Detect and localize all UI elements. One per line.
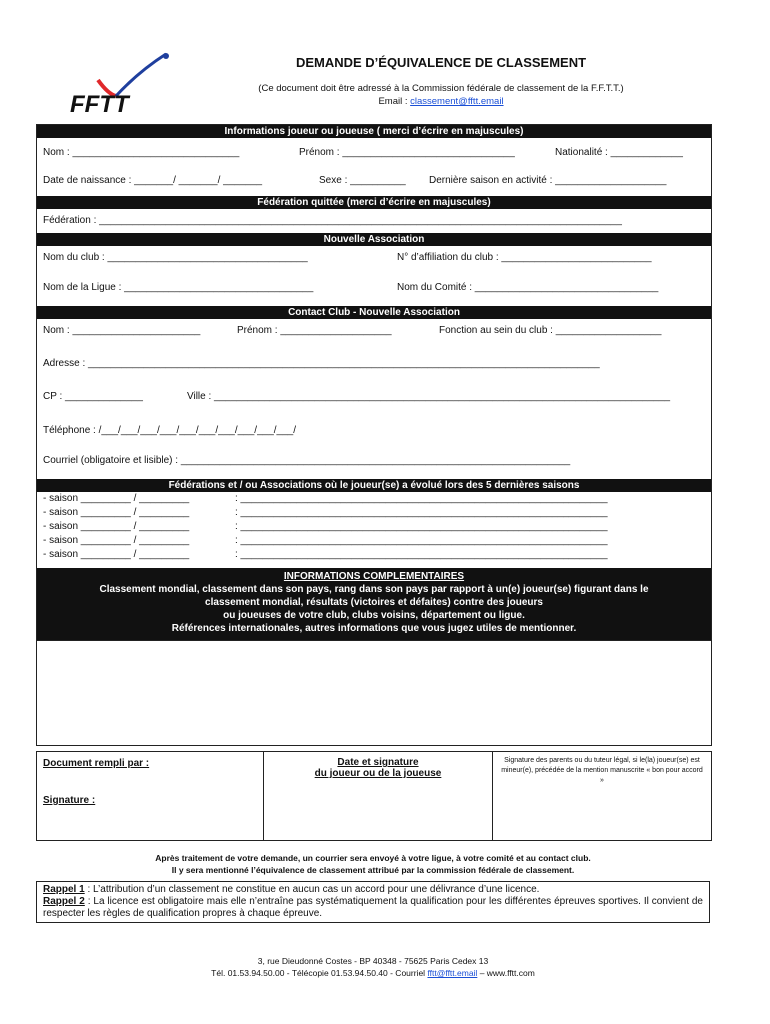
association-row-1 (37, 246, 711, 274)
season-detail-field[interactable]: : __________________________________________________________________ (235, 493, 608, 504)
date-signature-label: Date et signature (337, 757, 419, 768)
contact-row-2 (37, 347, 711, 381)
season-row (37, 548, 711, 562)
complementaires-heading-block (37, 568, 711, 640)
season-field[interactable]: - saison _________ / _________ (43, 521, 190, 532)
player-nom-field[interactable]: Nom : ______________________________ (43, 147, 240, 158)
season-detail-field[interactable]: : __________________________________________________________________ (235, 549, 608, 560)
fftt-logo (68, 52, 178, 116)
complementaires-line: Références internationales, autres informations que vous jugez utiles de mentionner. (171, 623, 577, 634)
contact-row-4 (37, 415, 711, 449)
federation-section-heading: Fédération quittée (merci d’écrire en majuscules) (37, 196, 711, 209)
player-nationalite-field[interactable]: Nationalité : _____________ (555, 147, 683, 158)
season-row (37, 506, 711, 520)
footer-website: – www.fftt.com (477, 968, 535, 978)
ligue-field[interactable]: Nom de la Ligue : __________________________________ (43, 282, 314, 293)
player-section-heading: Informations joueur ou joueuse ( merci d’écrire en majuscules) (37, 125, 711, 138)
contact-fonction-field[interactable]: Fonction au sein du club : ___________________ (439, 325, 662, 336)
contact-adresse-field[interactable]: Adresse : ____________________________________________________________________________________________ (43, 358, 600, 369)
federation-field[interactable]: Fédération : ______________________________________________________________________________________________ (43, 215, 622, 226)
footer (36, 955, 710, 979)
association-section-heading: Nouvelle Association (37, 233, 711, 246)
federation-row (37, 209, 711, 233)
season-detail-field[interactable]: : __________________________________________________________________ (235, 535, 608, 546)
subtitle-text: (Ce document doit être adressé à la Commission fédérale de classement de la F.F.T.T.) (258, 83, 624, 94)
rappel-box (36, 881, 710, 923)
contact-courriel-field[interactable]: Courriel (obligatoire et lisible) : ______________________________________________________________________ (43, 455, 571, 466)
contact-telephone-field[interactable]: Téléphone : /___/___/___/___/___/___/___/___/___/___/ (43, 425, 297, 436)
rempli-par-cell[interactable] (37, 752, 264, 840)
contact-section-heading: Contact Club - Nouvelle Association (37, 306, 711, 319)
season-row (37, 492, 711, 506)
after-line-2: Il y sera mentionné l’équivalence de classement attribué par la commission fédérale de classement. (171, 865, 575, 875)
club-affiliation-field[interactable]: N° d’affiliation du club : ___________________________ (397, 252, 652, 263)
comite-field[interactable]: Nom du Comité : _________________________________ (397, 282, 659, 293)
contact-ville-field[interactable]: Ville : __________________________________________________________________________________ (187, 391, 671, 402)
season-row (37, 520, 711, 534)
player-row-1 (37, 138, 711, 166)
signature-block (36, 751, 712, 841)
player-prenom-field[interactable]: Prénom : _______________________________ (299, 147, 515, 158)
contact-cp-field[interactable]: CP : ______________ (43, 391, 143, 402)
contact-row-3 (37, 381, 711, 415)
rappel-1-text: : L’attribution d’un classement ne constitue en aucun cas un accord pour une délivrance d’une licence. (84, 884, 540, 895)
rempli-par-label: Document rempli par : (43, 758, 150, 769)
footer-email-link[interactable]: fftt@fftt.email (427, 968, 478, 978)
player-row-2 (37, 166, 711, 194)
season-detail-field[interactable]: : __________________________________________________________________ (235, 507, 608, 518)
parents-note: Signature des parents ou du tuteur légal, si le(la) joueur(se) est mineur(e), précédée de la mention manuscrite « bon pour accord » (501, 757, 703, 784)
complementaires-title: INFORMATIONS COMPLEMENTAIRES (283, 571, 465, 582)
complementaires-line: Classement mondial, classement dans son pays, rang dans son pays par rapport à un(e) joueur(se) figurant dans le (99, 584, 649, 595)
footer-contact: Tél. 01.53.94.50.00 - Télécopie 01.53.94.50.40 - Courriel (211, 968, 428, 978)
season-field[interactable]: - saison _________ / _________ (43, 535, 190, 546)
association-row-2 (37, 274, 711, 306)
complementaires-line: classement mondial, résultats (victoires et défaites) contre des joueurs (205, 597, 543, 608)
player-sexe-field[interactable]: Sexe : __________ (319, 175, 406, 186)
contact-row-5 (37, 449, 711, 479)
seasons-list (37, 492, 711, 568)
contact-nom-field[interactable]: Nom : _______________________ (43, 325, 201, 336)
rappel-2-label: Rappel 2 (43, 896, 85, 907)
parents-signature-cell[interactable] (493, 752, 711, 840)
logo-text: FFTT (70, 91, 129, 116)
joueur-label: du joueur ou de la joueuse (314, 768, 442, 779)
season-field[interactable]: - saison _________ / _________ (43, 549, 190, 560)
header-subtitle (186, 82, 696, 108)
contact-prenom-field[interactable]: Prénom : ____________________ (237, 325, 392, 336)
contact-row-1 (37, 319, 711, 347)
rappel-2-text: : La licence est obligatoire mais elle n’entraîne pas systématiquement la qualification pour les différentes épreuves sportives. Il convient de respecter les règles de qualification propres à chaque épreuve. (43, 896, 703, 919)
complementaires-textarea[interactable] (37, 640, 711, 745)
player-derniere-saison-field[interactable]: Dernière saison en activité : ____________________ (429, 175, 667, 186)
footer-address: 3, rue Dieudonné Costes - BP 40348 - 75625 Paris Cedex 13 (257, 956, 489, 966)
season-detail-field[interactable]: : __________________________________________________________________ (235, 521, 608, 532)
page-title: DEMANDE D’ÉQUIVALENCE DE CLASSEMENT (295, 55, 587, 70)
complementaires-line: ou joueuses de votre club, clubs voisins, département ou ligue. (223, 610, 525, 621)
rappel-1-label: Rappel 1 (43, 884, 85, 895)
season-field[interactable]: - saison _________ / _________ (43, 493, 190, 504)
season-field[interactable]: - saison _________ / _________ (43, 507, 190, 518)
joueur-signature-cell[interactable] (264, 752, 493, 840)
club-name-field[interactable]: Nom du club : ____________________________________ (43, 252, 308, 263)
email-label: Email : (378, 96, 411, 107)
player-naissance-field[interactable]: Date de naissance : _______/ _______/ _______ (43, 175, 263, 186)
email-link[interactable]: classement@fftt.email (410, 96, 504, 107)
after-line-1: Après traitement de votre demande, un courrier sera envoyé à votre ligue, à votre comité et au contact club. (155, 853, 591, 863)
season-row (37, 534, 711, 548)
after-notice (36, 852, 710, 876)
form-frame (36, 124, 712, 746)
signature-label: Signature : (43, 795, 96, 806)
seasons-section-heading: Fédérations et / ou Associations où le joueur(se) a évolué lors des 5 dernières saisons (37, 479, 711, 492)
